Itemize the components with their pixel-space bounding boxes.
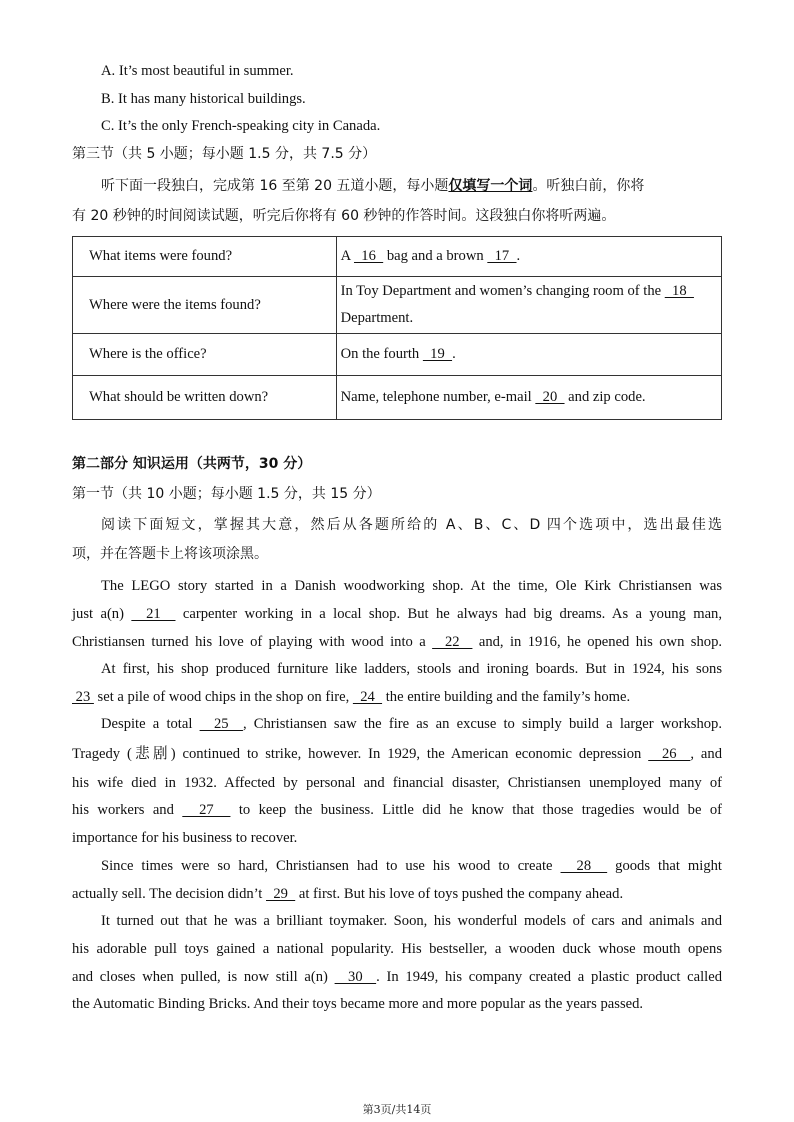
passage-line: Since times were so hard, Christiansen had to use his wood to create 28 goods that might	[101, 858, 722, 874]
option-b: B. It has many historical buildings.	[101, 91, 306, 107]
passage-line: his wife died in 1932. Affected by personal and financial disaster, Christiansen unemployed many of	[72, 775, 722, 791]
passage-line: It turned out that he was a brilliant toymaker. Soon, his wonderful models of cars and animals and	[101, 913, 722, 929]
passage-line: the Automatic Binding Bricks. And their toys became more and more popular as the years passed.	[72, 996, 644, 1012]
part2-instruction-2: 项，并在答题卡上将该项涂黑。	[72, 546, 268, 562]
blank-27: 27	[182, 802, 231, 818]
option-c: C. It’s the only French-speaking city in Canada.	[101, 118, 381, 134]
blank-29: 29	[266, 886, 296, 902]
passage-line: The LEGO story started in a Danish woodworking shop. At the time, Ole Kirk Christiansen was	[101, 578, 722, 594]
listening-table	[72, 236, 722, 420]
answer-cell: On the fourth 19 .	[336, 334, 721, 376]
blank-24: 24	[352, 689, 383, 705]
section3-instruction-2: 有 20 秒钟的时间阅读试题，听完后你将有 60 秒钟的作答时间。这段独白你将听两遍。	[72, 208, 616, 224]
blank-23: 23	[72, 689, 94, 705]
passage-line: and closes when pulled, is now still a(n) 30 . In 1949, his company created a plastic product called	[72, 969, 722, 985]
table-row	[73, 277, 722, 334]
page-number: 第3页/共14页	[362, 1103, 432, 1116]
option-a: A. It’s most beautiful in summer.	[101, 63, 294, 79]
section3-instruction-1: 听下面一段独白，完成第 16 至第 20 五道小题，每小题仅填写一个词。听独白前，你将	[101, 178, 645, 194]
passage-line: At first, his shop produced furniture like ladders, stools and ironing boards. But in 1924, his sons	[101, 661, 722, 677]
part2-subheading: 第一节（共 10 小题；每小题 1.5 分，共 15 分）	[72, 486, 381, 502]
question-cell: What items were found?	[73, 237, 337, 277]
passage-line: Christiansen turned his love of playing with wood into a 22 and, in 1916, he opened his own shop.	[72, 634, 723, 650]
passage-line: his adorable pull toys gained a national popularity. His bestseller, a wooden duck whose mouth opens	[72, 941, 722, 957]
question-cell: Where were the items found?	[73, 277, 337, 334]
blank-25: 25	[199, 716, 243, 732]
passage-line: just a(n) 21 carpenter working in a local shop. But he always had big dreams. As a young man,	[72, 606, 723, 622]
part2-heading: 第二部分 知识运用（共两节，30 分）	[72, 456, 312, 472]
passage-line: actually sell. The decision didn’t 29 at first. But his love of toys pushed the company ahead.	[72, 886, 624, 902]
answer-cell: A 16 bag and a brown 17 .	[336, 237, 721, 277]
table-row	[73, 237, 722, 277]
table-row	[73, 376, 722, 420]
blank-16: 16	[353, 248, 384, 264]
answer-cell: Name, telephone number, e-mail 20 and zip code.	[336, 376, 721, 420]
answer-cell: In Toy Department and women’s changing room of the 18 Department.	[336, 277, 721, 334]
emphasis-one-word: 仅填写一个词	[448, 178, 533, 194]
blank-28: 28	[560, 858, 608, 874]
table-row	[73, 334, 722, 376]
blank-19: 19	[422, 346, 453, 362]
passage-line: Despite a total 25 , Christiansen saw the fire as an excuse to simply build a larger workshop.	[101, 716, 722, 732]
section3-heading: 第三节（共 5 小题；每小题 1.5 分，共 7.5 分）	[72, 146, 377, 162]
passage-line: his workers and 27 to keep the business. Little did he know that those tragedies would be of	[72, 802, 722, 818]
passage-line: importance for his business to recover.	[72, 830, 298, 846]
blank-20: 20	[535, 389, 565, 405]
question-cell: What should be written down?	[73, 376, 337, 420]
blank-18: 18	[664, 283, 694, 299]
part2-instruction-1: 阅读下面短文，掌握其大意，然后从各题所给的 A、B、C、D 四个选项中，选出最佳选	[101, 517, 722, 533]
blank-22: 22	[432, 634, 473, 650]
blank-21: 21	[131, 606, 176, 622]
passage-line: Tragedy (悲剧) continued to strike, however. In 1929, the American economic depression 26 , and	[72, 746, 723, 762]
blank-30: 30	[334, 969, 377, 985]
passage-line: 23 set a pile of wood chips in the shop on fire, 24 the entire building and the family’s home.	[72, 689, 631, 705]
blank-26: 26	[648, 746, 691, 762]
blank-17: 17	[487, 248, 517, 264]
question-cell: Where is the office?	[73, 334, 337, 376]
